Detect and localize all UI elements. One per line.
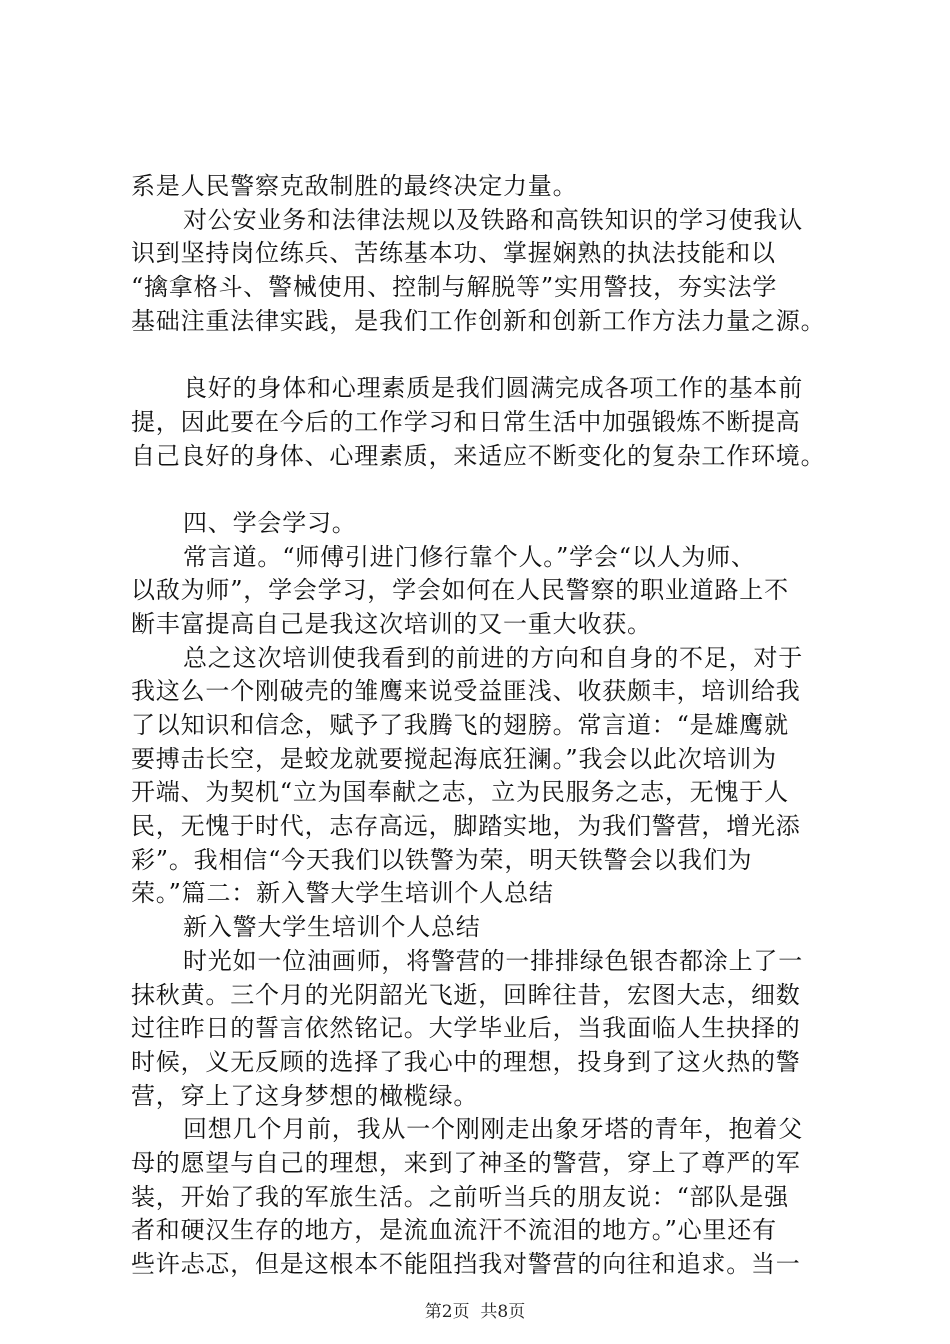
text-line: 了以知识和信念，赋予了我腾飞的翅膀。常言道：“是雄鹰就 — [131, 711, 789, 739]
text-line: 以敌为师”，学会学习，学会如何在人民警察的职业道路上不 — [131, 576, 789, 605]
document-body — [131, 170, 831, 1282]
text-line: 断丰富提高自己是我这次培训的又一重大收获。 — [131, 609, 652, 638]
text-line: 些许忐忑，但是这根本不能阻挡我对警营的向往和追求。当一 — [131, 1250, 801, 1278]
blank-line — [131, 338, 831, 372]
text-line: 识到坚持岗位练兵、苦练基本功、掌握娴熟的执法技能和以 — [131, 239, 776, 268]
text-line: 过往昨日的誓言依然铭记。大学毕业后，当我面临人生抉择的 — [131, 1014, 801, 1043]
text-line: 新入警大学生培训个人总结 — [183, 913, 481, 942]
text-line: 常言道。“师傅引进门修行靠个人。”学会“以人为师、 — [183, 542, 756, 571]
text-line: 自己良好的身体、心理素质，来适应不断变化的复杂工作环境。 — [131, 441, 826, 470]
text-line: 时候，义无反顾的选择了我心中的理想，投身到了这火热的警 — [131, 1047, 801, 1076]
text-line: 提，因此要在今后的工作学习和日常生活中加强锻炼不断提高 — [131, 407, 801, 436]
text-line: “擒拿格斗、警械使用、控制与解脱等”实用警技，夯实法学 — [131, 273, 778, 302]
text-line: 时光如一位油画师，将警营的一排排绿色银杏都涂上了一 — [183, 946, 803, 975]
text-line: 总之这次培训使我看到的前进的方向和自身的不足，对于 — [183, 643, 803, 672]
blank-line — [131, 473, 831, 507]
text-line: 彩”。我相信“今天我们以铁警为荣，明天铁警会以我们为 — [131, 845, 753, 874]
text-line: 回想几个月前，我从一个刚刚走出象牙塔的青年，抱着父 — [183, 1115, 803, 1144]
text-line: 民，无愧于时代，志存高远，脚踏实地，为我们警营，增光添 — [131, 812, 801, 841]
text-line: 基础注重法律实践，是我们工作创新和创新工作方法力量之源。 — [131, 306, 826, 335]
text-line: 对公安业务和法律法规以及铁路和高铁知识的学习使我认 — [183, 205, 803, 234]
text-line: 四、学会学习。 — [183, 508, 357, 537]
page-number-label: 第2页 共8页 — [424, 1302, 526, 1322]
text-line: 系是人民警察克敌制胜的最终决定力量。 — [131, 172, 578, 200]
text-line: 要搏击长空，是蛟龙就要搅起海底狂澜。”我会以此次培训为 — [131, 744, 777, 773]
text-line: 荣。”篇二：新入警大学生培训个人总结 — [131, 879, 554, 908]
page-footer — [0, 1302, 950, 1322]
text-line: 开端、为契机“立为国奉献之志，立为民服务之志，无愧于人 — [131, 778, 789, 807]
text-line: 良好的身体和心理素质是我们圆满完成各项工作的基本前 — [183, 374, 803, 403]
text-line: 营，穿上了这身梦想的橄榄绿。 — [131, 1081, 479, 1110]
text-line: 我这么一个刚破壳的雏鹰来说受益匪浅、收获颇丰，培训给我 — [131, 677, 801, 706]
text-line: 抹秋黄。三个月的光阴韶光飞逝，回眸往昔，宏图大志，细数 — [131, 980, 801, 1009]
text-line: 装，开始了我的军旅生活。之前听当兵的朋友说：“部队是强 — [131, 1182, 789, 1211]
text-line: 者和硬汉生存的地方，是流血流汗不流泪的地方。”心里还有 — [131, 1216, 777, 1245]
text-line: 母的愿望与自己的理想，来到了神圣的警营，穿上了尊严的军 — [131, 1148, 801, 1177]
